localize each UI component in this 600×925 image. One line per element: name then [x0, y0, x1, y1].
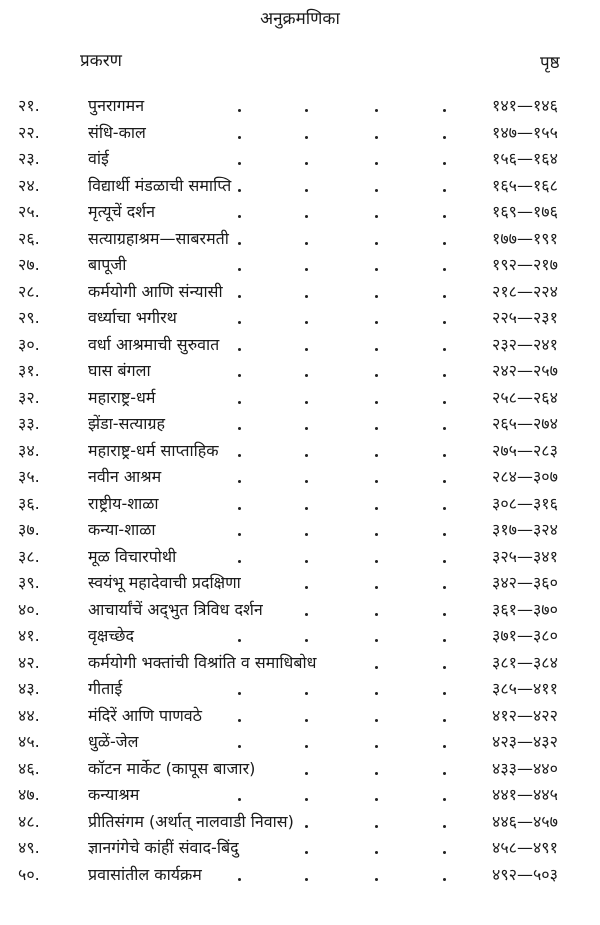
- leader-dot: [375, 666, 378, 669]
- leader-dot: [305, 745, 308, 748]
- page-range: ३६१—३७०: [492, 599, 558, 619]
- leader-dot: [443, 454, 446, 457]
- leader-dot: [305, 162, 308, 165]
- chapter-number: २१.: [18, 96, 40, 115]
- leader-dot: [305, 772, 308, 775]
- chapter-number: ४६.: [18, 758, 40, 778]
- leader-dot: [375, 772, 378, 775]
- chapter-title: झेंडा-सत्याग्रह: [88, 414, 165, 433]
- toc-entry: [0, 252, 600, 279]
- page-range: १५६—१६४: [492, 149, 558, 168]
- leader-dot: [238, 719, 241, 722]
- toc-entry: [0, 93, 600, 120]
- leader-dot: [238, 533, 241, 536]
- toc-entry: [0, 650, 600, 677]
- leader-dot: [443, 666, 446, 669]
- leader-dot: [305, 295, 308, 298]
- leader-dot: [443, 268, 446, 271]
- chapter-title: प्रीतिसंगम (अर्थात् नालवाडी निवास): [88, 811, 294, 831]
- toc-entry: [0, 332, 600, 359]
- leader-dot: [375, 639, 378, 642]
- chapter-number: २८.: [18, 281, 40, 301]
- page-range: २३२—२४१: [492, 334, 558, 354]
- leader-dot: [443, 215, 446, 218]
- leader-dot: [375, 268, 378, 271]
- toc-entry: [0, 199, 600, 226]
- leader-dot: [375, 374, 378, 377]
- column-header-chapter: प्रकरण: [80, 51, 122, 71]
- toc-entry: [0, 120, 600, 147]
- chapter-title: महाराष्ट्र-धर्म साप्ताहिक: [88, 440, 219, 460]
- chapter-number: ३२.: [18, 387, 40, 407]
- chapter-title: कर्मयोगी आणि संन्यासी: [88, 281, 223, 301]
- chapter-number: ४२.: [18, 652, 40, 672]
- chapter-number: २६.: [18, 228, 40, 248]
- page-range: २२५—२३१: [492, 308, 558, 327]
- leader-dot: [443, 533, 446, 536]
- page-range: १९२—२१७: [492, 255, 558, 274]
- leader-dot: [375, 798, 378, 801]
- leader-dot: [375, 719, 378, 722]
- leader-dot: [443, 851, 446, 854]
- leader-dot: [238, 162, 241, 165]
- leader-dot: [443, 295, 446, 298]
- page-range: ४२३—४३२: [492, 732, 558, 751]
- leader-dot: [375, 613, 378, 616]
- leader-dot: [238, 374, 241, 377]
- leader-dot: [238, 348, 241, 351]
- leader-dot: [238, 136, 241, 139]
- leader-dot: [238, 189, 241, 192]
- chapter-title: कॉटन मार्केट (कापूस बाजार): [88, 758, 256, 778]
- leader-dot: [305, 189, 308, 192]
- leader-dot: [305, 878, 308, 881]
- chapter-title: कर्मयोगी भक्तांची विश्रांति व समाधिबोध: [88, 652, 317, 672]
- leader-dot: [238, 745, 241, 748]
- chapter-title: नवीन आश्रम: [88, 467, 162, 486]
- chapter-number: ४१.: [18, 626, 40, 645]
- leader-dot: [375, 825, 378, 828]
- chapter-number: २७.: [18, 255, 40, 274]
- leader-dot: [375, 189, 378, 192]
- page-range: २८४—३०७: [492, 467, 558, 486]
- leader-dot: [443, 586, 446, 589]
- leader-dot: [443, 825, 446, 828]
- leader-dot: [305, 136, 308, 139]
- chapter-number: ४०.: [18, 599, 40, 619]
- leader-dot: [443, 136, 446, 139]
- leader-dot: [443, 401, 446, 404]
- page-range: १४७—१५५: [492, 122, 558, 142]
- toc-entry: [0, 305, 600, 332]
- toc-entry: [0, 385, 600, 412]
- leader-dot: [443, 639, 446, 642]
- leader-dot: [238, 639, 241, 642]
- leader-dot: [238, 878, 241, 881]
- leader-dot: [443, 560, 446, 563]
- leader-dot: [305, 348, 308, 351]
- chapter-title: वांई: [88, 149, 109, 168]
- leader-dot: [375, 533, 378, 536]
- leader-dot: [375, 745, 378, 748]
- toc-entry: [0, 676, 600, 703]
- toc-entry: [0, 517, 600, 544]
- toc-entry: [0, 570, 600, 597]
- leader-dot: [238, 109, 241, 112]
- chapter-title: पुनरागमन: [88, 96, 145, 115]
- chapter-title: बापूजी: [88, 255, 127, 274]
- chapter-title: मृत्यूचें दर्शन: [88, 202, 155, 221]
- leader-dot: [305, 374, 308, 377]
- leader-dot: [443, 507, 446, 510]
- chapter-number: ५०.: [18, 864, 40, 884]
- page-range: ४१२—४२२: [492, 705, 558, 725]
- leader-dot: [238, 401, 241, 404]
- chapter-number: ३०.: [18, 334, 40, 354]
- leader-dot: [375, 507, 378, 510]
- leader-dot: [305, 560, 308, 563]
- page-range: ४९२—५०३: [492, 864, 558, 884]
- chapter-number: २४.: [18, 175, 40, 195]
- leader-dot: [305, 851, 308, 854]
- leader-dot: [375, 162, 378, 165]
- chapter-title: वर्धा आश्रमाची सुरुवात: [88, 334, 220, 354]
- page-range: ३८१—३८४: [492, 652, 558, 672]
- chapter-number: २३.: [18, 149, 40, 168]
- chapter-title: वृक्षच्छेद: [88, 626, 134, 645]
- leader-dot: [375, 692, 378, 695]
- leader-dot: [375, 136, 378, 139]
- leader-dot: [238, 242, 241, 245]
- leader-dot: [305, 533, 308, 536]
- leader-dot: [375, 321, 378, 324]
- toc-entry: [0, 862, 600, 889]
- leader-dot: [305, 798, 308, 801]
- toc-entry: [0, 597, 600, 624]
- leader-dot: [305, 401, 308, 404]
- leader-dot: [375, 295, 378, 298]
- page-range: २१८—२२४: [492, 281, 558, 301]
- page-range: १६५—१६८: [492, 175, 558, 195]
- chapter-number: ४७.: [18, 785, 40, 804]
- leader-dot: [238, 268, 241, 271]
- toc-entry: [0, 438, 600, 465]
- toc-entry: [0, 729, 600, 756]
- chapter-number: २९.: [18, 308, 40, 327]
- leader-dot: [443, 162, 446, 165]
- chapter-number: ३९.: [18, 573, 40, 592]
- column-header-page: पृष्ठ: [540, 53, 560, 73]
- page-range: ३७१—३८०: [492, 626, 558, 645]
- chapter-title: कन्या-शाळा: [88, 520, 156, 539]
- leader-dot: [443, 109, 446, 112]
- page-range: २६५—२७४: [492, 414, 558, 433]
- leader-dot: [238, 480, 241, 483]
- leader-dot: [375, 560, 378, 563]
- leader-dot: [305, 321, 308, 324]
- chapter-title: प्रवासांतील कार्यक्रम: [88, 864, 202, 884]
- toc-entry: [0, 809, 600, 836]
- toc-entry: [0, 146, 600, 173]
- leader-dot: [238, 798, 241, 801]
- chapter-title: संधि-काल: [88, 122, 146, 142]
- chapter-title: मंदिरें आणि पाणवठे: [88, 705, 202, 725]
- chapter-number: ४४.: [18, 705, 40, 725]
- page-range: २५८—२६४: [492, 387, 558, 407]
- leader-dot: [305, 692, 308, 695]
- leader-dot: [375, 109, 378, 112]
- chapter-title: गीताई: [88, 679, 123, 698]
- toc-list: [0, 93, 600, 888]
- leader-dot: [305, 427, 308, 430]
- leader-dot: [375, 242, 378, 245]
- chapter-number: ३८.: [18, 546, 40, 566]
- toc-entry: [0, 173, 600, 200]
- toc-entry: [0, 411, 600, 438]
- leader-dot: [375, 454, 378, 457]
- leader-dot: [443, 878, 446, 881]
- chapter-title: आचार्यांचें अद्‌भुत त्रिविध दर्शन: [88, 599, 263, 619]
- leader-dot: [305, 586, 308, 589]
- toc-title: अनुक्रमणिका: [260, 9, 340, 29]
- chapter-title: महाराष्ट्र-धर्म: [88, 387, 156, 407]
- chapter-title: घास बंगला: [88, 361, 151, 380]
- page-range: ४३३—४४०: [492, 758, 558, 778]
- leader-dot: [305, 639, 308, 642]
- page-range: ३१७—३२४: [492, 520, 558, 539]
- leader-dot: [305, 719, 308, 722]
- leader-dot: [375, 851, 378, 854]
- leader-dot: [238, 295, 241, 298]
- leader-dot: [443, 242, 446, 245]
- leader-dot: [443, 692, 446, 695]
- leader-dot: [305, 215, 308, 218]
- page-range: ३४२—३६०: [492, 573, 558, 592]
- leader-dot: [443, 798, 446, 801]
- leader-dot: [375, 348, 378, 351]
- leader-dot: [443, 427, 446, 430]
- leader-dot: [375, 427, 378, 430]
- page-range: ३२५—३४१: [492, 546, 558, 566]
- chapter-number: २२.: [18, 122, 40, 142]
- leader-dot: [375, 480, 378, 483]
- chapter-title: विद्यार्थी मंडळाची समाप्ति: [88, 175, 232, 195]
- page-range: १४१—१४६: [492, 96, 558, 115]
- leader-dot: [443, 745, 446, 748]
- chapter-number: ३३.: [18, 414, 40, 433]
- chapter-number: ३५.: [18, 467, 40, 486]
- page-range: ३०८—३१६: [492, 493, 558, 513]
- leader-dot: [305, 480, 308, 483]
- leader-dot: [238, 692, 241, 695]
- leader-dot: [443, 348, 446, 351]
- chapter-title: स्वयंभू महादेवाची प्रदक्षिणा: [88, 573, 241, 592]
- page-range: ३८५—४११: [492, 679, 558, 698]
- leader-dot: [238, 427, 241, 430]
- toc-entry: [0, 491, 600, 518]
- chapter-title: धुळें-जेल: [88, 732, 139, 751]
- toc-entry: [0, 226, 600, 253]
- leader-dot: [305, 109, 308, 112]
- toc-entry: [0, 782, 600, 809]
- chapter-title: सत्याग्रहाश्रम—साबरमती: [88, 228, 229, 248]
- leader-dot: [443, 189, 446, 192]
- leader-dot: [305, 454, 308, 457]
- leader-dot: [238, 215, 241, 218]
- chapter-number: ४९.: [18, 838, 40, 857]
- toc-entry: [0, 279, 600, 306]
- page-range: १६९—१७६: [492, 202, 558, 221]
- chapter-number: ३६.: [18, 493, 40, 513]
- leader-dot: [443, 719, 446, 722]
- chapter-number: ३४.: [18, 440, 40, 460]
- leader-dot: [305, 613, 308, 616]
- leader-dot: [375, 586, 378, 589]
- leader-dot: [443, 613, 446, 616]
- chapter-title: वर्ध्याचा भगीरथ: [88, 308, 177, 327]
- chapter-title: राष्ट्रीय-शाळा: [88, 493, 159, 513]
- page-range: २४२—२५७: [492, 361, 558, 380]
- toc-entry: [0, 703, 600, 730]
- toc-entry: [0, 756, 600, 783]
- toc-entry: [0, 835, 600, 862]
- chapter-number: ४३.: [18, 679, 40, 698]
- leader-dot: [238, 454, 241, 457]
- leader-dot: [305, 242, 308, 245]
- chapter-number: ३७.: [18, 520, 40, 539]
- chapter-number: ३१.: [18, 361, 40, 380]
- leader-dot: [375, 215, 378, 218]
- toc-entry: [0, 623, 600, 650]
- page-range: ४४१—४४५: [492, 785, 558, 804]
- page-range: ४४६—४५७: [492, 811, 558, 831]
- leader-dot: [238, 560, 241, 563]
- leader-dot: [375, 401, 378, 404]
- leader-dot: [443, 480, 446, 483]
- page-range: ४५८—४९१: [492, 838, 558, 857]
- chapter-number: ४५.: [18, 732, 40, 751]
- leader-dot: [305, 507, 308, 510]
- leader-dot: [238, 507, 241, 510]
- chapter-title: ज्ञानगंगेचे कांहीं संवाद-बिंदु: [88, 838, 239, 857]
- chapter-title: कन्याश्रम: [88, 785, 140, 804]
- toc-entry: [0, 358, 600, 385]
- leader-dot: [238, 321, 241, 324]
- leader-dot: [443, 374, 446, 377]
- chapter-title: मूळ विचारपोथी: [88, 546, 177, 566]
- leader-dot: [305, 268, 308, 271]
- leader-dot: [443, 772, 446, 775]
- toc-entry: [0, 544, 600, 571]
- leader-dot: [305, 825, 308, 828]
- chapter-number: ४८.: [18, 811, 40, 831]
- page-range: १७७—१९१: [492, 228, 558, 248]
- chapter-number: २५.: [18, 202, 40, 221]
- leader-dot: [443, 321, 446, 324]
- toc-entry: [0, 464, 600, 491]
- leader-dot: [375, 878, 378, 881]
- page-range: २७५—२८३: [492, 440, 558, 460]
